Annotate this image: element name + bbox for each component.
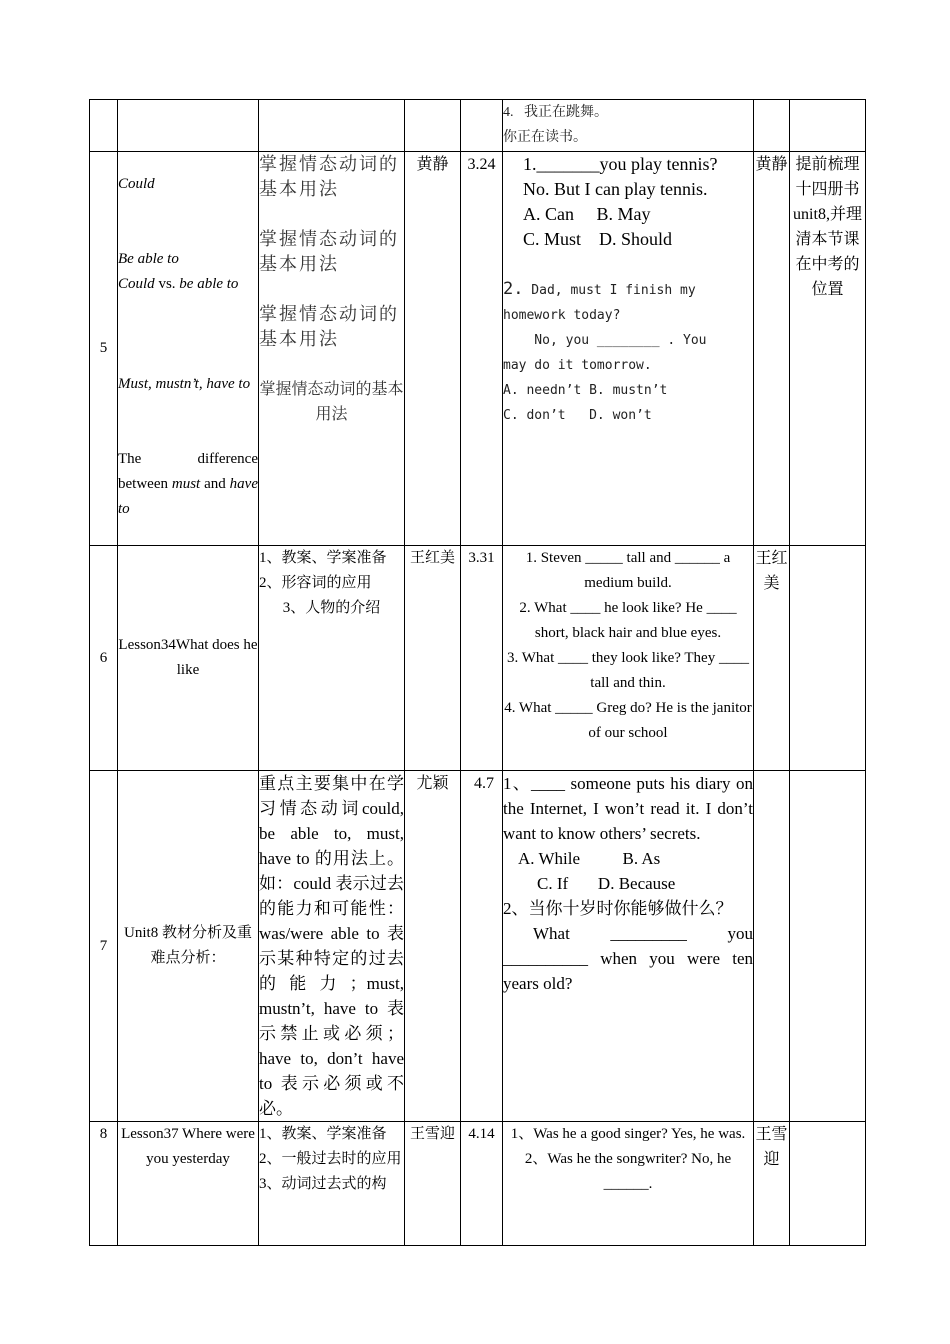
question-2: 2、当你十岁时你能够做什么？ (503, 899, 733, 918)
row-number: 5 (90, 152, 118, 546)
objective-line: 掌握情态动词的基本用法 (259, 229, 399, 274)
cell-objective: 重点主要集中在学习情态动词could, be able to, must, have to 的用法上。如：could 表示过去的能力和可能性：was/were able to 表示某种特定的过去的能力；must, mustn’t, have to 表示禁止或必须；have to, don’t have to 表示必须或不必。 (259, 771, 405, 1122)
objective-line: 掌握情态动词的基本用法 (259, 304, 399, 349)
cell-remark: 提前梳理十四册书unit8,并理清本节课在中考的位置 (790, 152, 866, 546)
cell-date (461, 100, 503, 152)
question-1-options-a: A. Can B. May (523, 204, 651, 224)
cell-date: 3.31 (461, 546, 503, 771)
question-1-options-c: C. Must D. Should (523, 229, 673, 249)
cell-remark (790, 546, 866, 771)
question-2-options-a: A. needn’t B. mustn’t (503, 383, 668, 398)
cell-date: 4.14 (461, 1122, 503, 1246)
table-row-7 (90, 771, 866, 1122)
cell-remark (790, 771, 866, 1122)
question-2-blank: What _________ you __________ when you were ten years old? (503, 924, 753, 993)
objective-line: 1、教案、学案准备 (259, 1126, 387, 1142)
question-2 (503, 277, 753, 303)
cell-exercise (503, 100, 754, 152)
exercise-line: 你正在读书。 (503, 130, 587, 145)
exercise-line: 3. What ____ they look like? They ____ tall and thin. (507, 650, 749, 691)
exercise-line: 1. Steven _____ tall and ______ a medium build. (525, 550, 731, 591)
cell-teacher2: 王雪迎 (754, 1122, 790, 1246)
question-1-options-a: A. While B. As (518, 849, 661, 868)
cell-topic (118, 100, 259, 152)
topic-be-able-to: Be able to (118, 251, 179, 267)
topic-have-to: have to (118, 476, 258, 517)
question-2-number: 2. (503, 279, 524, 299)
cell-teacher: 王红美 (405, 546, 461, 771)
cell-date: 4.7 (461, 771, 503, 1122)
cell-exercise (503, 771, 754, 1122)
cell-teacher2 (754, 771, 790, 1122)
cell-exercise (503, 152, 754, 546)
cell-teacher: 王雪迎 (405, 1122, 461, 1246)
cell-topic: Lesson37 Where were you yesterday (118, 1122, 259, 1246)
topic-and: and (200, 476, 230, 492)
topic-line (118, 172, 258, 197)
exercise-line: 4. What _____ Greg do? He is the janitor of our school (504, 700, 752, 741)
topic-could: Could (118, 176, 155, 192)
question-2-text: Dad, must I finish my (523, 283, 696, 298)
cell-no (90, 100, 118, 152)
cell-date: 3.24 (461, 152, 503, 546)
row-number: 6 (90, 546, 118, 771)
cell-objective (259, 100, 405, 152)
topic-be-able-to-2: be able to (179, 276, 239, 292)
topic-line (118, 272, 258, 297)
row-number: 8 (90, 1122, 118, 1246)
table-row-continued (90, 100, 866, 152)
cell-remark (790, 1122, 866, 1246)
table-row-8 (90, 1122, 866, 1246)
topic-difference: The difference between (118, 451, 258, 492)
topic-vs: vs. (154, 276, 180, 292)
question-1: 1、____ someone puts his diary on the Internet, I won’t read it. I don’t want to know others’ secrets. (503, 774, 753, 843)
question-2-options-c: C. don’t D. won’t (503, 408, 652, 423)
table-row-6 (90, 546, 866, 771)
topic-must: Must, mustn’t, have to (118, 376, 251, 392)
question-2-line3: No, you ________ . You (503, 333, 707, 348)
cell-remark (790, 100, 866, 152)
question-1: 1._______you play tennis? (523, 154, 718, 174)
cell-topic: Lesson34What does he like (118, 546, 259, 771)
question-2-line2: homework today? (503, 308, 621, 323)
cell-teacher2 (754, 100, 790, 152)
cell-objective (259, 152, 405, 546)
cell-teacher2: 王红美 (754, 546, 790, 771)
objective-line: 掌握情态动词的基本用法 (259, 154, 399, 199)
topic-could-vs: Could (118, 276, 155, 292)
row-number: 7 (90, 771, 118, 1122)
objective-line: 3、动词过去式的构 (259, 1176, 387, 1192)
topic-line (118, 447, 258, 522)
question-1-options-c: C. If D. Because (537, 874, 676, 893)
cell-exercise (503, 546, 754, 771)
topic-must-2: must (171, 476, 201, 492)
exercise-line: 2. What ____ he look like? He ____ short, black hair and blue eyes. (519, 600, 737, 641)
exercise-line: 4. 我正在跳舞。 (503, 105, 608, 120)
cell-objective (259, 546, 405, 771)
objective-line: 3、人物的介绍 (282, 600, 381, 616)
objective-line: 2、形容词的应用 (259, 575, 372, 591)
cell-objective (259, 1122, 405, 1246)
cell-teacher: 黄静 (405, 152, 461, 546)
cell-topic: Unit8 教材分析及重难点分析： (118, 771, 259, 1122)
exercise-line: 2、Was he the songwriter? No, he ______. (524, 1151, 732, 1192)
cell-teacher2: 黄静 (754, 152, 790, 546)
lesson-plan-table (89, 99, 866, 1246)
cell-teacher (405, 100, 461, 152)
question-2-line4: may do it tomorrow. (503, 358, 652, 373)
topic-line (118, 247, 258, 272)
exercise-line: 1、Was he a good singer? Yes, he was. (510, 1126, 746, 1142)
objective-line: 1、教案、学案准备 (259, 550, 387, 566)
table-row-5 (90, 152, 866, 546)
cell-topic (118, 152, 259, 546)
cell-teacher: 尤颖 (405, 771, 461, 1122)
objective-line: 掌握情态动词的基本用法 (259, 381, 404, 423)
cell-exercise (503, 1122, 754, 1246)
question-1-line2: No. But I can play tennis. (523, 179, 708, 199)
topic-line (118, 372, 258, 397)
objective-line: 2、一般过去时的应用 (259, 1151, 402, 1167)
